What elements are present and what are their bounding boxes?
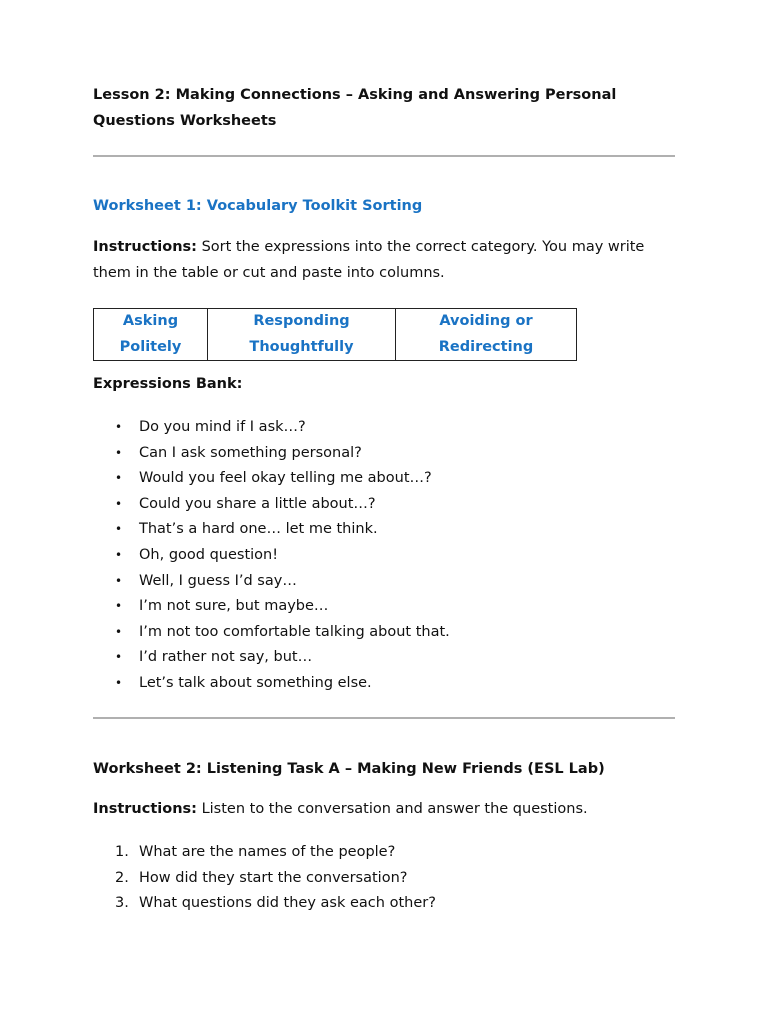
bullet-icon: • [115, 420, 123, 434]
bullet-icon: • [115, 599, 123, 614]
bullet-icon: • [115, 496, 123, 511]
bullet-icon: • [115, 624, 123, 639]
list-item [93, 441, 450, 467]
list-item [93, 492, 450, 518]
expression-text: Let’s talk about something else. [139, 674, 372, 691]
expression-text: Could you share a little about…? [139, 495, 376, 512]
bullet-icon: • [115, 650, 123, 665]
question-text: How did they start the conversation? [139, 869, 408, 886]
expression-text: I’d rather not say, but… [139, 649, 313, 666]
expression-text: Can I ask something personal? [139, 444, 362, 461]
worksheet-1-instructions [93, 235, 675, 286]
instructions-text: Sort the expressions into the correct category. You may write them in the table or cut and paste into columns. [93, 239, 645, 281]
list-item [93, 543, 450, 569]
table-header-avoiding-redirecting: Avoiding or Redirecting [396, 309, 577, 361]
list-item [93, 840, 436, 866]
expression-text: Do you mind if I ask…? [139, 419, 306, 435]
expression-text: That’s a hard one… let me think. [139, 521, 378, 538]
list-item [93, 594, 450, 620]
instructions-label: Instructions: [93, 801, 197, 817]
horizontal-divider [93, 717, 675, 719]
list-item [93, 645, 450, 671]
question-number: 3. [115, 895, 129, 912]
document-title: Lesson 2: Making Connections – Asking and Answering Personal Questions Worksheets [93, 87, 617, 129]
expression-text: I’m not sure, but maybe… [139, 598, 329, 615]
sorting-table [93, 308, 577, 361]
expressions-list [93, 415, 450, 697]
question-text: What are the names of the people? [139, 844, 396, 860]
table-header-responding-thoughtfully: Responding Thoughtfully [208, 309, 396, 361]
expression-text: Well, I guess I’d say… [139, 572, 297, 589]
instructions-text: Listen to the conversation and answer the questions. [196, 801, 588, 817]
list-item [93, 620, 450, 646]
table-header-asking-politely: Asking Politely [94, 309, 208, 361]
expression-text: Would you feel okay telling me about…? [139, 470, 432, 487]
bullet-icon: • [115, 471, 123, 486]
bullet-icon: • [115, 573, 123, 588]
worksheet-2-instructions [93, 797, 675, 823]
bullet-icon: • [115, 547, 123, 562]
list-item [93, 671, 450, 697]
bullet-icon: • [115, 675, 123, 690]
expression-text: I’m not too comfortable talking about that. [139, 623, 450, 640]
worksheet-1-heading: Worksheet 1: Vocabulary Toolkit Sorting [93, 198, 423, 214]
list-item [93, 517, 450, 543]
bullet-icon: • [115, 445, 123, 460]
expression-text: Oh, good question! [139, 546, 279, 563]
list-item [93, 569, 450, 595]
bullet-icon: • [115, 522, 123, 537]
expressions-bank-label: Expressions Bank: [93, 376, 243, 392]
table-header-row [94, 309, 577, 361]
questions-list [93, 840, 436, 917]
question-number: 2. [115, 869, 129, 886]
horizontal-divider [93, 155, 675, 157]
question-text: What questions did they ask each other? [139, 895, 436, 912]
list-item [93, 866, 436, 892]
question-number: 1. [115, 844, 129, 860]
list-item [93, 891, 436, 917]
instructions-label: Instructions: [93, 239, 197, 255]
list-item [93, 415, 450, 441]
list-item [93, 466, 450, 492]
worksheet-2-heading: Worksheet 2: Listening Task A – Making New Friends (ESL Lab) [93, 761, 605, 777]
